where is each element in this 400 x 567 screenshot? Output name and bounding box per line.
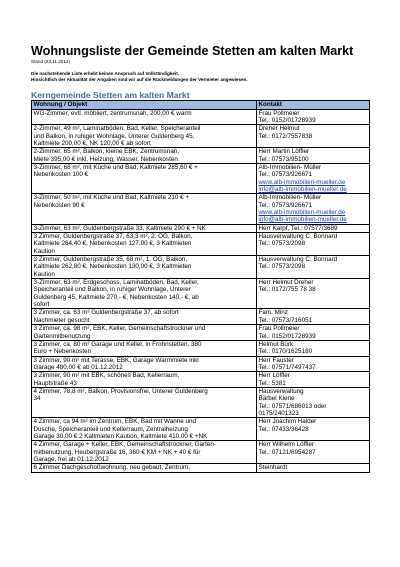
kontakt-cell	[257, 125, 370, 148]
kontakt-line: Alb-Immobilien- Müller	[258, 163, 322, 171]
contact-link[interactable]: www.alb-immobilien-mueller.de	[258, 209, 346, 216]
objekt-line: Kaution	[33, 270, 55, 278]
table-row	[32, 109, 370, 125]
objekt-line: 2-Zimmer, 65 m², Balkon, kleine EBK, Zentrumsnah,	[33, 148, 180, 156]
column-header-kontakt: Kontakt	[257, 101, 370, 109]
kontakt-cell	[257, 224, 370, 232]
kontakt-cell	[257, 194, 370, 224]
kontakt-cell	[257, 163, 370, 193]
objekt-line: Nebenkosten 90 €	[33, 201, 85, 209]
kontakt-line: Tel.: 0170/1625180	[258, 348, 313, 356]
kontakt-line: Herr Karpf, Tel.: 07577/3689	[258, 224, 338, 232]
objekt-line: 3 Zimmer, 90 m² mit EBK, schönes Bad, Kellerraum,	[33, 372, 180, 380]
table-row	[32, 387, 370, 417]
kontakt-line: Dreher Helmut	[258, 125, 300, 133]
objekt-cell	[32, 233, 257, 256]
kontakt-line: Hausverwaltung C. Bonnard	[258, 256, 338, 264]
objekt-line: Kaltmiete 200,00 €, NK 120,00 € ab sofort	[33, 139, 151, 147]
table-row	[32, 441, 370, 464]
objekt-line: 3-Zimmer, 63 m², Erdgeschoss, Laminatböden, Bad, Keller,	[33, 279, 199, 287]
kontakt-line: Tel.: 07573/2098	[258, 240, 306, 248]
kontakt-cell	[257, 256, 370, 279]
kontakt-cell	[257, 441, 370, 464]
kontakt-cell	[257, 233, 370, 256]
table-row	[32, 372, 370, 388]
kontakt-line: Tel.: 07573/716051	[258, 316, 313, 324]
objekt-cell	[32, 109, 257, 125]
kontakt-line: Herr Joachim Halder	[258, 418, 317, 426]
objekt-line: und Balkon, in ruhiger Wohnlage, Unterer Guldenberg 45,	[33, 132, 195, 140]
objekt-line: Garage 30,00 € 2 Kaltmieten Kaution, Kaltmiete 410,00 € +NK	[33, 432, 208, 440]
objekt-line: 4 Zimmer, Garage + Keller, EBK, Gemeinschaftstrockner, Garten-	[33, 441, 217, 449]
objekt-line: Garage, frei ab 01.12.2012	[33, 456, 109, 463]
table-row	[32, 279, 370, 309]
objekt-line: Miete 395,00 € inkl. Heizung, Wasser, Nebenkosten	[33, 155, 178, 163]
table-row	[32, 356, 370, 372]
kontakt-line: Frau Pollmeier	[258, 109, 300, 117]
table-row	[32, 309, 370, 325]
objekt-line: 4 Zimmer, ca 94 m² im Zentrum, EBK, Bad mit Wanne und	[33, 418, 196, 426]
section-title: Kerngemeinde Stetten am kalten Markt	[31, 90, 190, 101]
table-row	[32, 464, 370, 472]
kontakt-cell	[257, 340, 370, 356]
table-row	[32, 224, 370, 232]
status-date: Stand (23.11.2012)	[31, 59, 70, 64]
kontakt-line: Herr Löffler	[258, 372, 290, 380]
objekt-line: Hauptstraße 43	[33, 379, 77, 387]
objekt-line: Kaltmiete 262,80 €, Nebenkosten 130,00 €, 3 Kaltmieten	[33, 263, 192, 271]
objekt-line: 2-Zimmer, 49 m², Laminatböden, Bad, Keller, Speicheranteil	[33, 125, 201, 133]
objekt-line: Nachmieter gesucht	[33, 316, 90, 324]
kontakt-line: Tel.: 5381	[258, 379, 286, 387]
objekt-line: 3 Zimmer, 90 m² mit Terasse, EBK, Garage Warmmiete inkl	[33, 356, 199, 364]
objekt-cell	[32, 163, 257, 193]
objekt-line: 34	[33, 395, 41, 403]
kontakt-line: Steinhardt	[258, 464, 288, 472]
kontakt-line: Tel.: 07573/95100	[258, 155, 309, 163]
objekt-cell	[32, 372, 257, 388]
intro-text	[31, 71, 400, 82]
objekt-cell	[32, 325, 257, 341]
page-title: Wohnungsliste der Gemeinde Stetten am kalten Markt	[31, 44, 354, 58]
objekt-cell	[32, 256, 257, 279]
objekt-line: Garage 480,00 € ab 01.12.2012	[33, 363, 123, 371]
kontakt-cell	[257, 464, 370, 472]
objekt-cell	[32, 418, 257, 441]
objekt-cell	[32, 441, 257, 464]
objekt-line: 6 Zimmer Dachgeschoßwohnung, neu gebaut, Zentrum,	[33, 464, 190, 472]
objekt-line: Nebenkosten 100 €	[33, 171, 89, 179]
objekt-cell	[32, 148, 257, 164]
objekt-cell	[32, 194, 257, 224]
kontakt-line: Tel.: 0172/7557838	[258, 132, 313, 140]
objekt-line: 3-Zimmer, 63 m², Guldenbergstraße 33, Kaltmiete 290 € + NK	[33, 224, 206, 232]
objekt-line: sofort	[33, 301, 50, 309]
kontakt-line: Herr Helmut Dreher	[258, 279, 314, 287]
kontakt-line: Alb-Immobilien- Müller	[258, 194, 322, 202]
kontakt-line: Frau Pollmeier	[258, 325, 300, 333]
intro-line: Hinsichtlich der Aktualität der Angaben sind wir auf die Rückmeldungen der Vermieter angewiesen.	[31, 76, 248, 82]
contact-link[interactable]: info@alb-immobilien-mueller.de	[258, 216, 347, 224]
objekt-line: 3-Zimmer, 68 m², mit Küche und Bad, Kaltmiete 285,60 € +	[33, 163, 198, 171]
kontakt-cell	[257, 148, 370, 164]
objekt-line: Dusche, Speicheranteil und Kellerraum, Zentralheizung	[33, 425, 188, 433]
kontakt-line: Tel.: 07573/926671	[258, 201, 313, 209]
objekt-line: 3 Zimmer, Guldenbergstraße 37, 63,3 m², 2. OG, Balkon,	[33, 233, 193, 241]
objekt-cell	[32, 224, 257, 232]
objekt-line: Guldenberg 45, Kaltmiete 270,- €, Nebenkosten 140,- €, ab	[33, 293, 199, 301]
table-row	[32, 325, 370, 341]
contact-link[interactable]: www.alb-immobilien-mueller.de	[258, 178, 346, 186]
table-row	[32, 163, 370, 193]
table-row	[32, 233, 370, 256]
objekt-line: mitbenutzung, Heubergstraße 16, 360 € KM + NK + 40 € für	[33, 448, 201, 456]
objekt-cell	[32, 356, 257, 372]
kontakt-line: Hausverwaltung C. Bonnard	[258, 233, 338, 241]
kontakt-cell	[257, 279, 370, 309]
table-row	[32, 256, 370, 279]
kontakt-line: Fam. Minz	[258, 309, 288, 317]
contact-link[interactable]: info@alb-immobilien-mueller.de	[258, 185, 347, 193]
kontakt-line: Tel.: 07573/2098	[258, 263, 306, 271]
objekt-line: 3 Zimmer, ca. 98 m², EBK, Keller, Gemeinschaftstrockner und	[33, 325, 206, 333]
kontakt-cell	[257, 309, 370, 325]
kontakt-line: Bärbel Kiene	[258, 395, 295, 403]
intro-line: Die nachstehende Liste erhebt keinen Anspruch auf Vollständigkeit.	[31, 71, 180, 76]
apartment-table	[31, 100, 370, 473]
kontakt-cell	[257, 325, 370, 341]
kontakt-line: 0175/2401323	[258, 409, 299, 417]
kontakt-cell	[257, 372, 370, 388]
table-row	[32, 418, 370, 441]
objekt-cell	[32, 464, 257, 472]
kontakt-line: Tel.: 07571/686013 oder	[258, 402, 327, 410]
table-row	[32, 148, 370, 164]
kontakt-line: Tel.: 0152/01728939	[258, 116, 316, 124]
kontakt-line: Herr Fauster	[258, 356, 294, 364]
objekt-line: 3 Zimmer, Guldenbergstraße 35, 68 m², 1. OG, Balkon,	[33, 256, 188, 264]
table-row	[32, 340, 370, 356]
objekt-cell	[32, 125, 257, 148]
kontakt-cell	[257, 109, 370, 125]
objekt-line: 3 Zimmer, ca. 80 m² Garage und Keller, in Frohnstetten, 380	[33, 340, 202, 348]
table-body	[32, 109, 370, 472]
objekt-line: Kaltmiete 264,40 €, Nebenkosten 127,00 €, 3 Kaltmieten	[33, 240, 192, 248]
column-header-objekt: Wohnung / Objekt	[32, 101, 257, 109]
kontakt-cell	[257, 356, 370, 372]
kontakt-line: Tel.: 07571/7497437	[258, 363, 316, 371]
objekt-cell	[32, 309, 257, 325]
objekt-line: Kaution	[33, 247, 55, 255]
kontakt-line: Herr Wilhelm Löffler	[258, 441, 315, 449]
kontakt-line: Tel.: 07121/6954287	[258, 448, 316, 456]
kontakt-line: Tel.: 07433/36428	[258, 425, 309, 433]
kontakt-cell	[257, 418, 370, 441]
kontakt-line: Helmut Bürk	[258, 340, 294, 348]
objekt-line: Speicheranteil und Balkon, in ruhiger Wohnlage, Unterer	[33, 286, 191, 294]
kontakt-cell	[257, 387, 370, 417]
kontakt-line: Hausverwaltung	[258, 387, 304, 395]
objekt-cell	[32, 279, 257, 309]
objekt-cell	[32, 387, 257, 417]
objekt-line: WG-Zimmer, evtl. möbliert, zentrumsnah, 200,00 € warm	[33, 109, 192, 117]
table-header-row	[32, 101, 370, 109]
table-row	[32, 125, 370, 148]
objekt-cell	[32, 340, 257, 356]
kontakt-line: Tel.: 0172/755 78 38	[258, 286, 316, 294]
objekt-line: 4 Zimmer, 78,8 m², Balkon, Provisionsfrei, Unterer Guldenberg	[33, 387, 208, 395]
kontakt-line: Tel.: 0152/01728939	[258, 332, 316, 340]
objekt-line: Euro + Nebenkosten	[33, 348, 92, 356]
kontakt-line: Herr Martin Löffler	[258, 148, 310, 156]
table-row	[32, 194, 370, 224]
kontakt-line: Tel.: 07573/926671	[258, 171, 313, 179]
objekt-line: 3 Zimmer, ca. 63 m² Guldenbergstraße 37, ab sofort	[33, 309, 179, 317]
objekt-line: 3-Zimmer, 50 m², mit Küche und Bad, Kaltmiete 210 € +	[33, 194, 190, 202]
objekt-line: Gartenmitbenutzung	[33, 332, 91, 340]
